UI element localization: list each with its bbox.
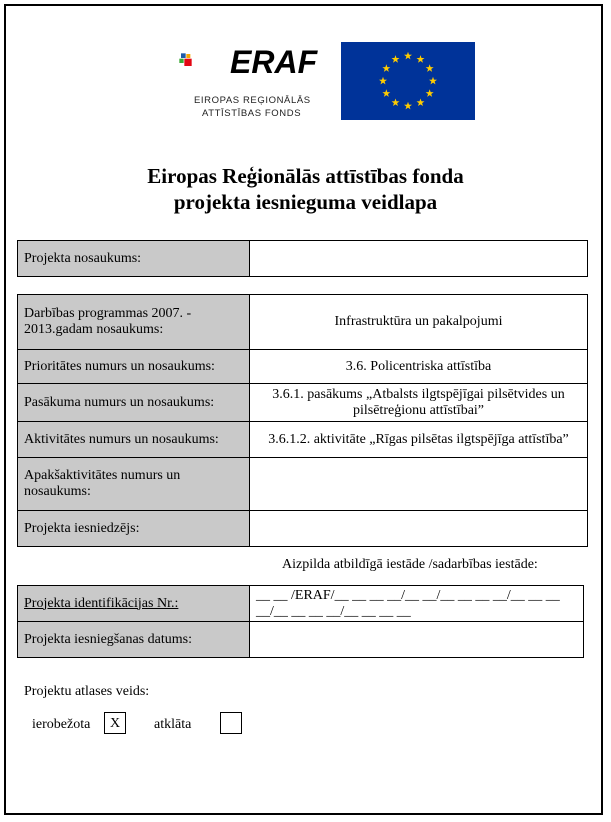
logo-square-orange xyxy=(186,54,190,58)
submission-date-label: Projekta iesniegšanas datums: xyxy=(18,622,250,658)
form-title-line2: projekta iesnieguma veidlapa xyxy=(173,190,438,214)
subactivity-label: Apakšaktivitātes numurs un nosaukums: xyxy=(18,458,250,511)
project-id-line2: __/__ __ __ __/__ __ __ __ xyxy=(256,603,411,619)
option-open-checkbox[interactable] xyxy=(220,712,242,734)
project-id-label: Projekta identifikācijas Nr.: xyxy=(18,586,250,622)
logo-square-red xyxy=(184,59,191,66)
activity-value: 3.6.1.2. aktivitāte „Rīgas pilsētas ilgtspējīga attīstība” xyxy=(250,422,588,458)
measure-value: 3.6.1. pasākums „Atbalsts ilgtspējīgai pilsētvides un pilsētreģionu attīstībai” xyxy=(250,384,588,422)
applicant-label: Projekta iesniedzējs: xyxy=(18,511,250,547)
project-id-table xyxy=(17,585,584,658)
eraf-logo-text: ERAF xyxy=(230,44,318,80)
applicant-field[interactable] xyxy=(250,511,588,547)
program-info-table xyxy=(17,294,588,547)
priority-value: 3.6. Policentriska attīstība xyxy=(250,350,588,384)
measure-label: Pasākuma numurs un nosaukums: xyxy=(18,384,250,422)
subactivity-field[interactable] xyxy=(250,458,588,511)
eraf-subtitle-line2: ATTĪSTĪBAS FONDS xyxy=(202,108,302,119)
eraf-subtitle-line1: EIROPAS REĢIONĀLĀS xyxy=(194,95,311,106)
logo-square-green xyxy=(179,59,183,63)
program-value: Infrastruktūra un pakalpojumi xyxy=(250,295,588,350)
option-open-label: atklāta xyxy=(154,717,192,732)
project-name-field[interactable] xyxy=(250,241,588,277)
program-label: Darbības programmas 2007. - 2013.gadam nosaukums: xyxy=(18,295,250,350)
fill-note: Aizpilda atbildīgā iestāde /sadarbības iestāde: xyxy=(282,557,538,572)
project-name-label: Projekta nosaukums: xyxy=(18,241,250,277)
eu-flag-icon xyxy=(341,42,475,120)
logo-square-blue xyxy=(181,53,186,58)
selection-type-label: Projektu atlases veids: xyxy=(24,684,150,699)
submission-date-field[interactable] xyxy=(250,622,584,658)
option-restricted-checkbox[interactable]: X xyxy=(104,712,126,734)
priority-label: Prioritātes numurs un nosaukums: xyxy=(18,350,250,384)
eraf-logo-mark xyxy=(178,44,228,88)
project-name-table xyxy=(17,240,588,277)
project-id-field[interactable] xyxy=(250,586,584,622)
form-title-line1: Eiropas Reģionālās attīstības fonda xyxy=(147,164,464,188)
option-restricted-label: ierobežota xyxy=(32,717,91,732)
project-id-line1: __ __ /ERAF/__ __ __ __/__ __/__ __ __ __/__ __ __ xyxy=(256,587,560,603)
activity-label: Aktivitātes numurs un nosaukums: xyxy=(18,422,250,458)
